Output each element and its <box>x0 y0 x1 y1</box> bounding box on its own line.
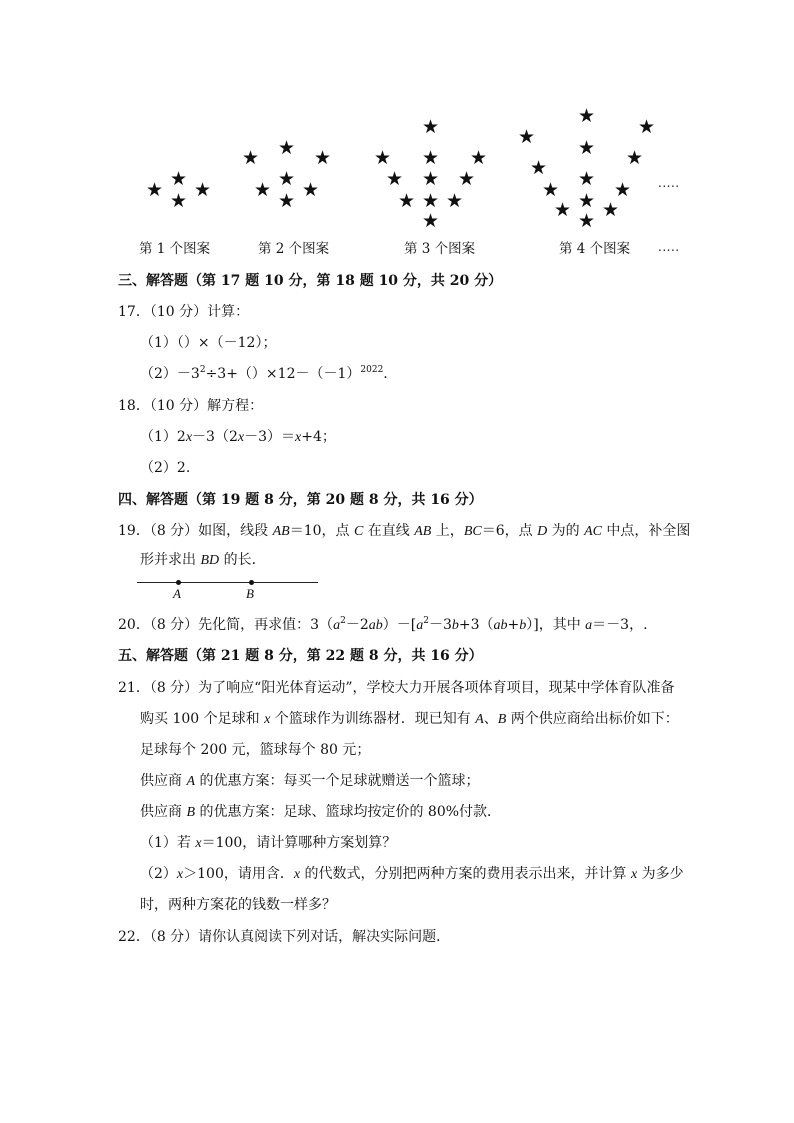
text: 为的 <box>547 523 585 539</box>
star-icon: ★ <box>386 168 404 190</box>
star-icon: ★ <box>170 190 188 212</box>
variable: BD <box>200 553 220 568</box>
text: 上， <box>431 523 464 539</box>
star-icon: ★ <box>278 168 296 190</box>
text: ＝6，点 <box>481 523 538 539</box>
star-icon: ★ <box>398 190 416 212</box>
variable: b <box>519 618 527 633</box>
variable: x <box>293 867 301 882</box>
exponent: 2 <box>199 365 206 375</box>
question-21-line-3: 足球每个 200 元，篮球每个 80 元； <box>140 742 371 758</box>
question-17-stem: 17．（10 分）计算： <box>118 304 250 320</box>
star-icon: ★ <box>578 105 596 127</box>
variable: A <box>186 774 196 789</box>
variable: x <box>185 430 193 445</box>
text: 供应商 <box>140 773 187 789</box>
question-21-line-1: 21．（8 分）为了响应“阳光体育运动”，学校大力开展各项体育项目，现某中学体育队准备 <box>118 680 675 696</box>
variable: x <box>264 712 271 727</box>
star-icon: ★ <box>542 179 560 201</box>
variable: AB <box>414 524 432 539</box>
variable: x <box>195 836 202 851</box>
text: 两个供应商给出标价如下： <box>506 711 679 727</box>
question-17-part-2 <box>140 363 388 383</box>
star-icon: ★ <box>518 126 536 148</box>
text: －3）＝ <box>244 429 296 445</box>
text: ）－[ <box>382 617 417 633</box>
text: 形并求出 <box>140 552 201 568</box>
line-segment <box>137 582 318 583</box>
text: ＝10，点 <box>289 523 354 539</box>
text: + <box>507 617 520 633</box>
question-21-line-8: 时，两种方案花的钱数一样多？ <box>140 897 336 913</box>
variable: AB <box>272 524 290 539</box>
star-icon: ★ <box>530 157 548 179</box>
star-icon: ★ <box>254 179 272 201</box>
question-19-line-2 <box>140 549 266 569</box>
variable: D <box>537 524 548 539</box>
question-21-line-4 <box>140 770 479 790</box>
star-icon: ★ <box>602 199 620 221</box>
point-a-label: A <box>173 586 181 601</box>
exponent: 2 <box>340 616 346 626</box>
variable: x <box>176 867 184 882</box>
variable: BC <box>463 524 482 539</box>
text: 19．（8 分）如图，线段 <box>118 523 273 539</box>
text: 的长． <box>219 552 266 568</box>
text: （1）若 <box>140 835 196 851</box>
section-heading: 四、解答题（第 19 题 8 分，第 20 题 8 分，共 16 分） <box>118 492 483 508</box>
variable: a <box>585 618 593 633</box>
star-icon: ★ <box>170 168 188 190</box>
text: 购买 100 个足球和 <box>140 711 265 727</box>
variable: x <box>631 867 638 882</box>
figure-caption: 第 1 个图案 <box>139 241 211 257</box>
ellipsis: ..... <box>658 176 680 190</box>
text: 、 <box>483 711 498 727</box>
section-heading: 五、解答题（第 21 题 8 分，第 22 题 8 分，共 16 分） <box>118 648 483 664</box>
question-18-stem: 18．（10 分）解方程： <box>118 398 264 414</box>
star-icon: ★ <box>146 179 164 201</box>
text: －3（2 <box>192 429 238 445</box>
text: 供应商 <box>140 804 187 820</box>
star-icon: ★ <box>578 168 596 190</box>
exponent: 2022 <box>360 365 384 375</box>
question-22-stem: 22．（8 分）请你认真阅读下列对话，解决实际问题． <box>118 929 451 945</box>
variable: b <box>451 618 459 633</box>
star-icon: ★ <box>578 210 596 232</box>
question-17-part-1: （1）（）×（－12）； <box>140 335 277 351</box>
text: 20．（8 分）先化简，再求值：3（ <box>118 617 334 633</box>
variable: x <box>295 430 302 445</box>
point-a <box>176 580 181 585</box>
text: . <box>383 366 388 382</box>
variable: ab <box>368 618 383 633</box>
star-icon: ★ <box>422 168 440 190</box>
star-icon: ★ <box>470 147 488 169</box>
point-b <box>249 580 254 585</box>
star-icon: ★ <box>194 179 212 201</box>
variable: A <box>475 712 484 727</box>
question-21-part-2 <box>140 863 684 883</box>
figure-caption: 第 4 个图案 <box>559 241 631 257</box>
question-21-part-1 <box>140 832 396 852</box>
question-18-part-2: （2）2. <box>140 460 191 476</box>
variable: B <box>186 805 196 820</box>
text: 的代数式，分别把两种方案的费用表示出来，并计算 <box>300 866 631 882</box>
text: ÷3+（）×12－（－1） <box>205 366 361 382</box>
star-icon: ★ <box>278 137 296 159</box>
variable: a <box>416 618 424 633</box>
text: 中点，补全图 <box>601 523 691 539</box>
text: ＝－3，. <box>592 617 648 633</box>
variable: x <box>237 430 245 445</box>
figure-caption: 第 3 个图案 <box>404 241 476 257</box>
text: （2） <box>140 866 177 882</box>
text: 的优惠方案：每买一个足球就赠送一个篮球； <box>195 773 480 789</box>
star-icon: ★ <box>314 147 332 169</box>
question-18-part-1 <box>140 426 336 446</box>
star-icon: ★ <box>422 210 440 232</box>
point-b-label: B <box>246 586 254 601</box>
text: －3 <box>428 617 452 633</box>
star-icon: ★ <box>374 147 392 169</box>
text: （1）2 <box>140 429 186 445</box>
star-icon: ★ <box>578 137 596 159</box>
text: +4； <box>301 429 336 445</box>
text: +3（ <box>458 617 494 633</box>
star-icon: ★ <box>242 147 260 169</box>
text: －2 <box>345 617 369 633</box>
star-icon: ★ <box>422 190 440 212</box>
variable: a <box>333 618 341 633</box>
question-19-line-1 <box>118 520 690 540</box>
variable: B <box>497 712 507 727</box>
question-21-line-5 <box>140 801 501 821</box>
star-icon: ★ <box>278 190 296 212</box>
text: 在直线 <box>363 523 415 539</box>
variable: C <box>354 524 364 539</box>
star-icon: ★ <box>638 116 656 138</box>
variable: AC <box>584 524 602 539</box>
star-icon: ★ <box>578 190 596 212</box>
text: （2）－3 <box>140 366 200 382</box>
exponent: 2 <box>423 616 429 626</box>
star-icon: ★ <box>626 147 644 169</box>
star-icon: ★ <box>302 179 320 201</box>
text: 为多少 <box>637 866 684 882</box>
text: ＝100，请计算哪种方案划算？ <box>201 835 397 851</box>
ellipsis: ..... <box>658 240 680 254</box>
question-20 <box>118 614 648 634</box>
star-icon: ★ <box>446 190 464 212</box>
text: ＞100，请用含． <box>183 866 294 882</box>
question-21-line-2 <box>140 708 679 728</box>
star-icon: ★ <box>554 199 572 221</box>
figure-caption: 第 2 个图案 <box>258 241 330 257</box>
variable: ab <box>493 618 508 633</box>
text: 的优惠方案：足球、篮球均按定价的 80%付款． <box>195 804 502 820</box>
star-icon: ★ <box>422 116 440 138</box>
star-icon: ★ <box>614 179 632 201</box>
section-heading: 三、解答题（第 17 题 10 分，第 18 题 10 分，共 20 分） <box>118 273 503 289</box>
star-icon: ★ <box>458 168 476 190</box>
text: ）]，其中 <box>526 617 586 633</box>
star-icon: ★ <box>422 147 440 169</box>
text: 个篮球作为训练器材．现已知有 <box>270 711 476 727</box>
